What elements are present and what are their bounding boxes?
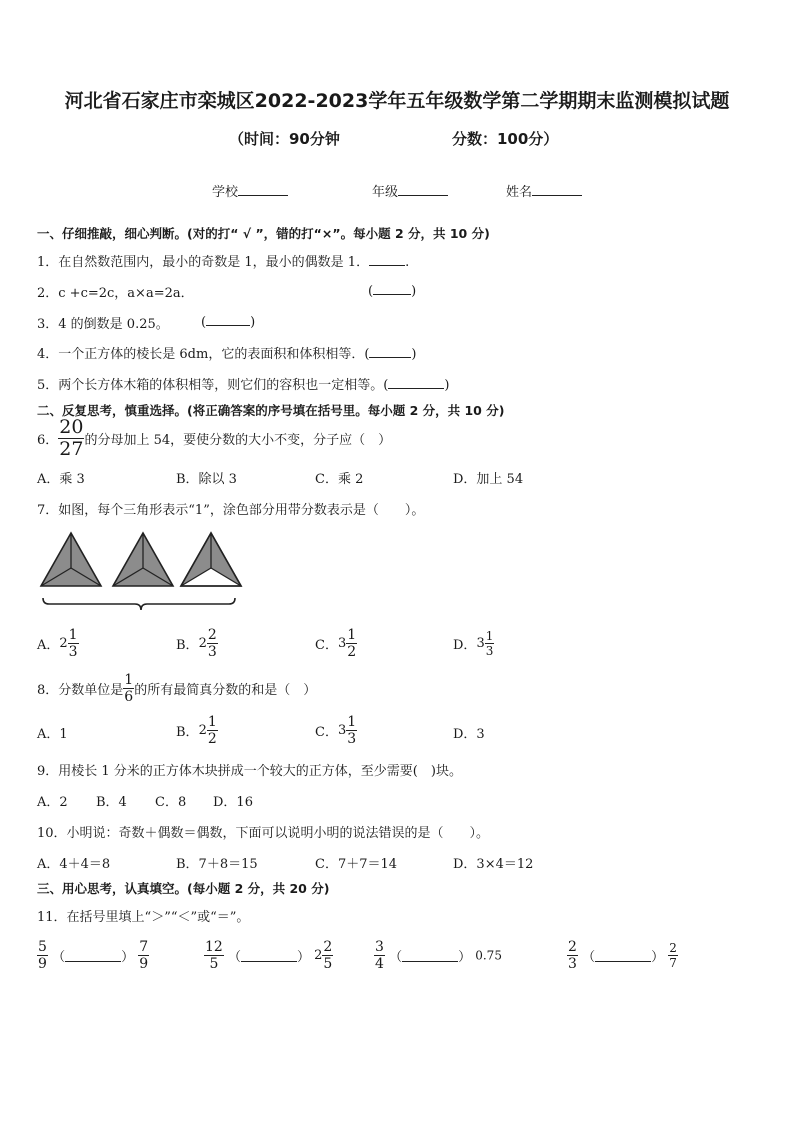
- compare-blank-2[interactable]: [241, 949, 297, 962]
- q7-option-b[interactable]: B．2 $\frac{2}{3}$: [176, 627, 217, 660]
- q6-option-a[interactable]: A．乘 3: [37, 472, 85, 487]
- q8-option-b[interactable]: B．2 $\frac{1}{2}$: [176, 714, 217, 747]
- page-title: 河北省石家庄市栾城区2022-2023学年五年级数学第二学期期末监测模拟试题: [64, 90, 730, 112]
- question-2: 2．c +c=2c，a×a=2a．: [37, 286, 194, 301]
- q10-option-a[interactable]: A．4＋4＝8: [37, 857, 111, 872]
- triangle-full-1: [41, 533, 101, 586]
- question-9: 9．用棱长 1 分米的正方体木块拼成一个较大的正方体，至少需要( )块。: [37, 764, 462, 779]
- q7-a-fraction: $\frac{1}{3}$: [68, 627, 78, 660]
- compare-blank-4[interactable]: [595, 949, 651, 962]
- q10-option-b[interactable]: B．7＋8＝15: [176, 857, 258, 872]
- question-1: 1．在自然数范围内，最小的奇数是 1，最小的偶数是 1． .: [37, 255, 410, 270]
- q6-option-b[interactable]: B．除以 3: [176, 472, 237, 487]
- grade-field[interactable]: [372, 181, 448, 200]
- question-8: 8．分数单位是 $\frac{1}{6}$ 的所有最简真分数的和是（ ）: [37, 672, 317, 705]
- left-fraction: $\frac{2}{3}$: [568, 939, 577, 972]
- q9-option-c[interactable]: C．8: [155, 795, 187, 810]
- question-11: 11．在括号里填上“＞”“＜”或“＝”。: [37, 910, 250, 925]
- q9-option-d[interactable]: D．16: [213, 795, 253, 810]
- question-4: 4．一个正方体的棱长是 6dm，它的表面积和体积相等．( ): [37, 347, 417, 362]
- q7-option-c[interactable]: C．3 $\frac{1}{2}$: [315, 627, 357, 660]
- right-fraction: $\frac{2}{5}$: [323, 939, 333, 972]
- compare-item-2: $\frac{12}{5}$ （ ） 2 $\frac{2}{5}$: [205, 939, 333, 972]
- q8-option-a[interactable]: A．1: [37, 727, 68, 742]
- question-6: 6． $\frac{20}{27}$ 的分母加上 54，要使分数的大小不变，分子应（ ）: [37, 416, 392, 460]
- right-fraction: $\frac{7}{9}$: [139, 939, 149, 972]
- q10-option-d[interactable]: D．3×4＝12: [453, 857, 534, 872]
- brace: [43, 598, 235, 610]
- section2-heading: 二、反复思考，慎重选择。(将正确答案的序号填在括号里。每小题 2 分，共 10 分): [37, 403, 505, 418]
- compare-blank-1[interactable]: [65, 949, 121, 962]
- q7-c-fraction: $\frac{1}{2}$: [347, 627, 357, 660]
- q9-option-b[interactable]: B．4: [96, 795, 127, 810]
- time-label: （时间：90分钟: [229, 130, 340, 148]
- q6-option-d[interactable]: D．加上 54: [453, 472, 524, 487]
- answer-blank-4[interactable]: [369, 345, 411, 358]
- section3-heading: 三、用心思考，认真填空。(每小题 2 分，共 20 分): [37, 881, 330, 896]
- grade-label: 年级: [372, 185, 399, 200]
- q8-b-fraction: $\frac{1}{2}$: [207, 714, 217, 747]
- answer-blank-1[interactable]: [369, 253, 405, 266]
- left-fraction: $\frac{12}{5}$: [205, 939, 223, 972]
- q7-option-d[interactable]: D．3 $\frac{1}{3}$: [453, 629, 494, 658]
- answer-paren-3[interactable]: ( ): [201, 315, 256, 330]
- q8-option-c[interactable]: C．3 $\frac{1}{3}$: [315, 714, 357, 747]
- q9-option-a[interactable]: A．2: [37, 795, 68, 810]
- q7-d-fraction: $\frac{1}{3}$: [485, 629, 494, 658]
- question-7: 7．如图，每个三角形表示“1”，涂色部分用带分数表示是（ ）。: [37, 503, 425, 518]
- q7-b-fraction: $\frac{2}{3}$: [207, 627, 217, 660]
- fraction-1-6: $\frac{1}{6}$: [124, 672, 134, 705]
- grade-blank[interactable]: [398, 181, 448, 196]
- left-fraction: $\frac{3}{4}$: [375, 939, 384, 972]
- q8-c-fraction: $\frac{1}{3}$: [347, 714, 357, 747]
- score-label: 分数：100分）: [452, 130, 559, 148]
- name-label: 姓名: [506, 185, 533, 200]
- school-field[interactable]: [212, 181, 288, 200]
- q6-option-c[interactable]: C．乘 2: [315, 472, 364, 487]
- question-5: 5．两个长方体木箱的体积相等，则它们的容积也一定相等。( ): [37, 378, 450, 393]
- compare-item-4: $\frac{2}{3}$ （ ） $\frac{2}{7}$: [568, 939, 677, 972]
- name-blank[interactable]: [532, 181, 582, 196]
- q8-option-d[interactable]: D．3: [453, 727, 485, 742]
- school-blank[interactable]: [238, 181, 288, 196]
- triangle-full-2: [113, 533, 173, 586]
- q7-option-a[interactable]: A．2 $\frac{1}{3}$: [37, 627, 78, 660]
- compare-item-1: $\frac{5}{9}$ （ ） $\frac{7}{9}$: [38, 939, 149, 972]
- answer-paren-2[interactable]: ( ): [368, 284, 417, 299]
- answer-blank-5[interactable]: [388, 376, 444, 389]
- section1-heading: 一、仔细推敲，细心判断。(对的打“ √ ”，错的打“×”。每小题 2 分，共 10 分): [37, 226, 490, 241]
- triangle-partial: [181, 533, 241, 586]
- triangles-figure: [36, 528, 248, 620]
- question-3: 3．4 的倒数是 0.25。: [37, 317, 169, 332]
- compare-blank-3[interactable]: [402, 949, 458, 962]
- right-fraction: $\frac{2}{7}$: [669, 941, 677, 970]
- school-label: 学校: [212, 185, 239, 200]
- fraction-20-27: $\frac{20}{27}$: [59, 416, 84, 460]
- name-field[interactable]: [506, 181, 582, 200]
- question-10: 10．小明说：奇数＋偶数＝偶数，下面可以说明小明的说法错误的是（ ）。: [37, 826, 490, 841]
- q10-option-c[interactable]: C．7＋7＝14: [315, 857, 398, 872]
- compare-item-3: $\frac{3}{4}$ （ ） 0.75: [375, 939, 502, 972]
- left-fraction: $\frac{5}{9}$: [38, 939, 47, 972]
